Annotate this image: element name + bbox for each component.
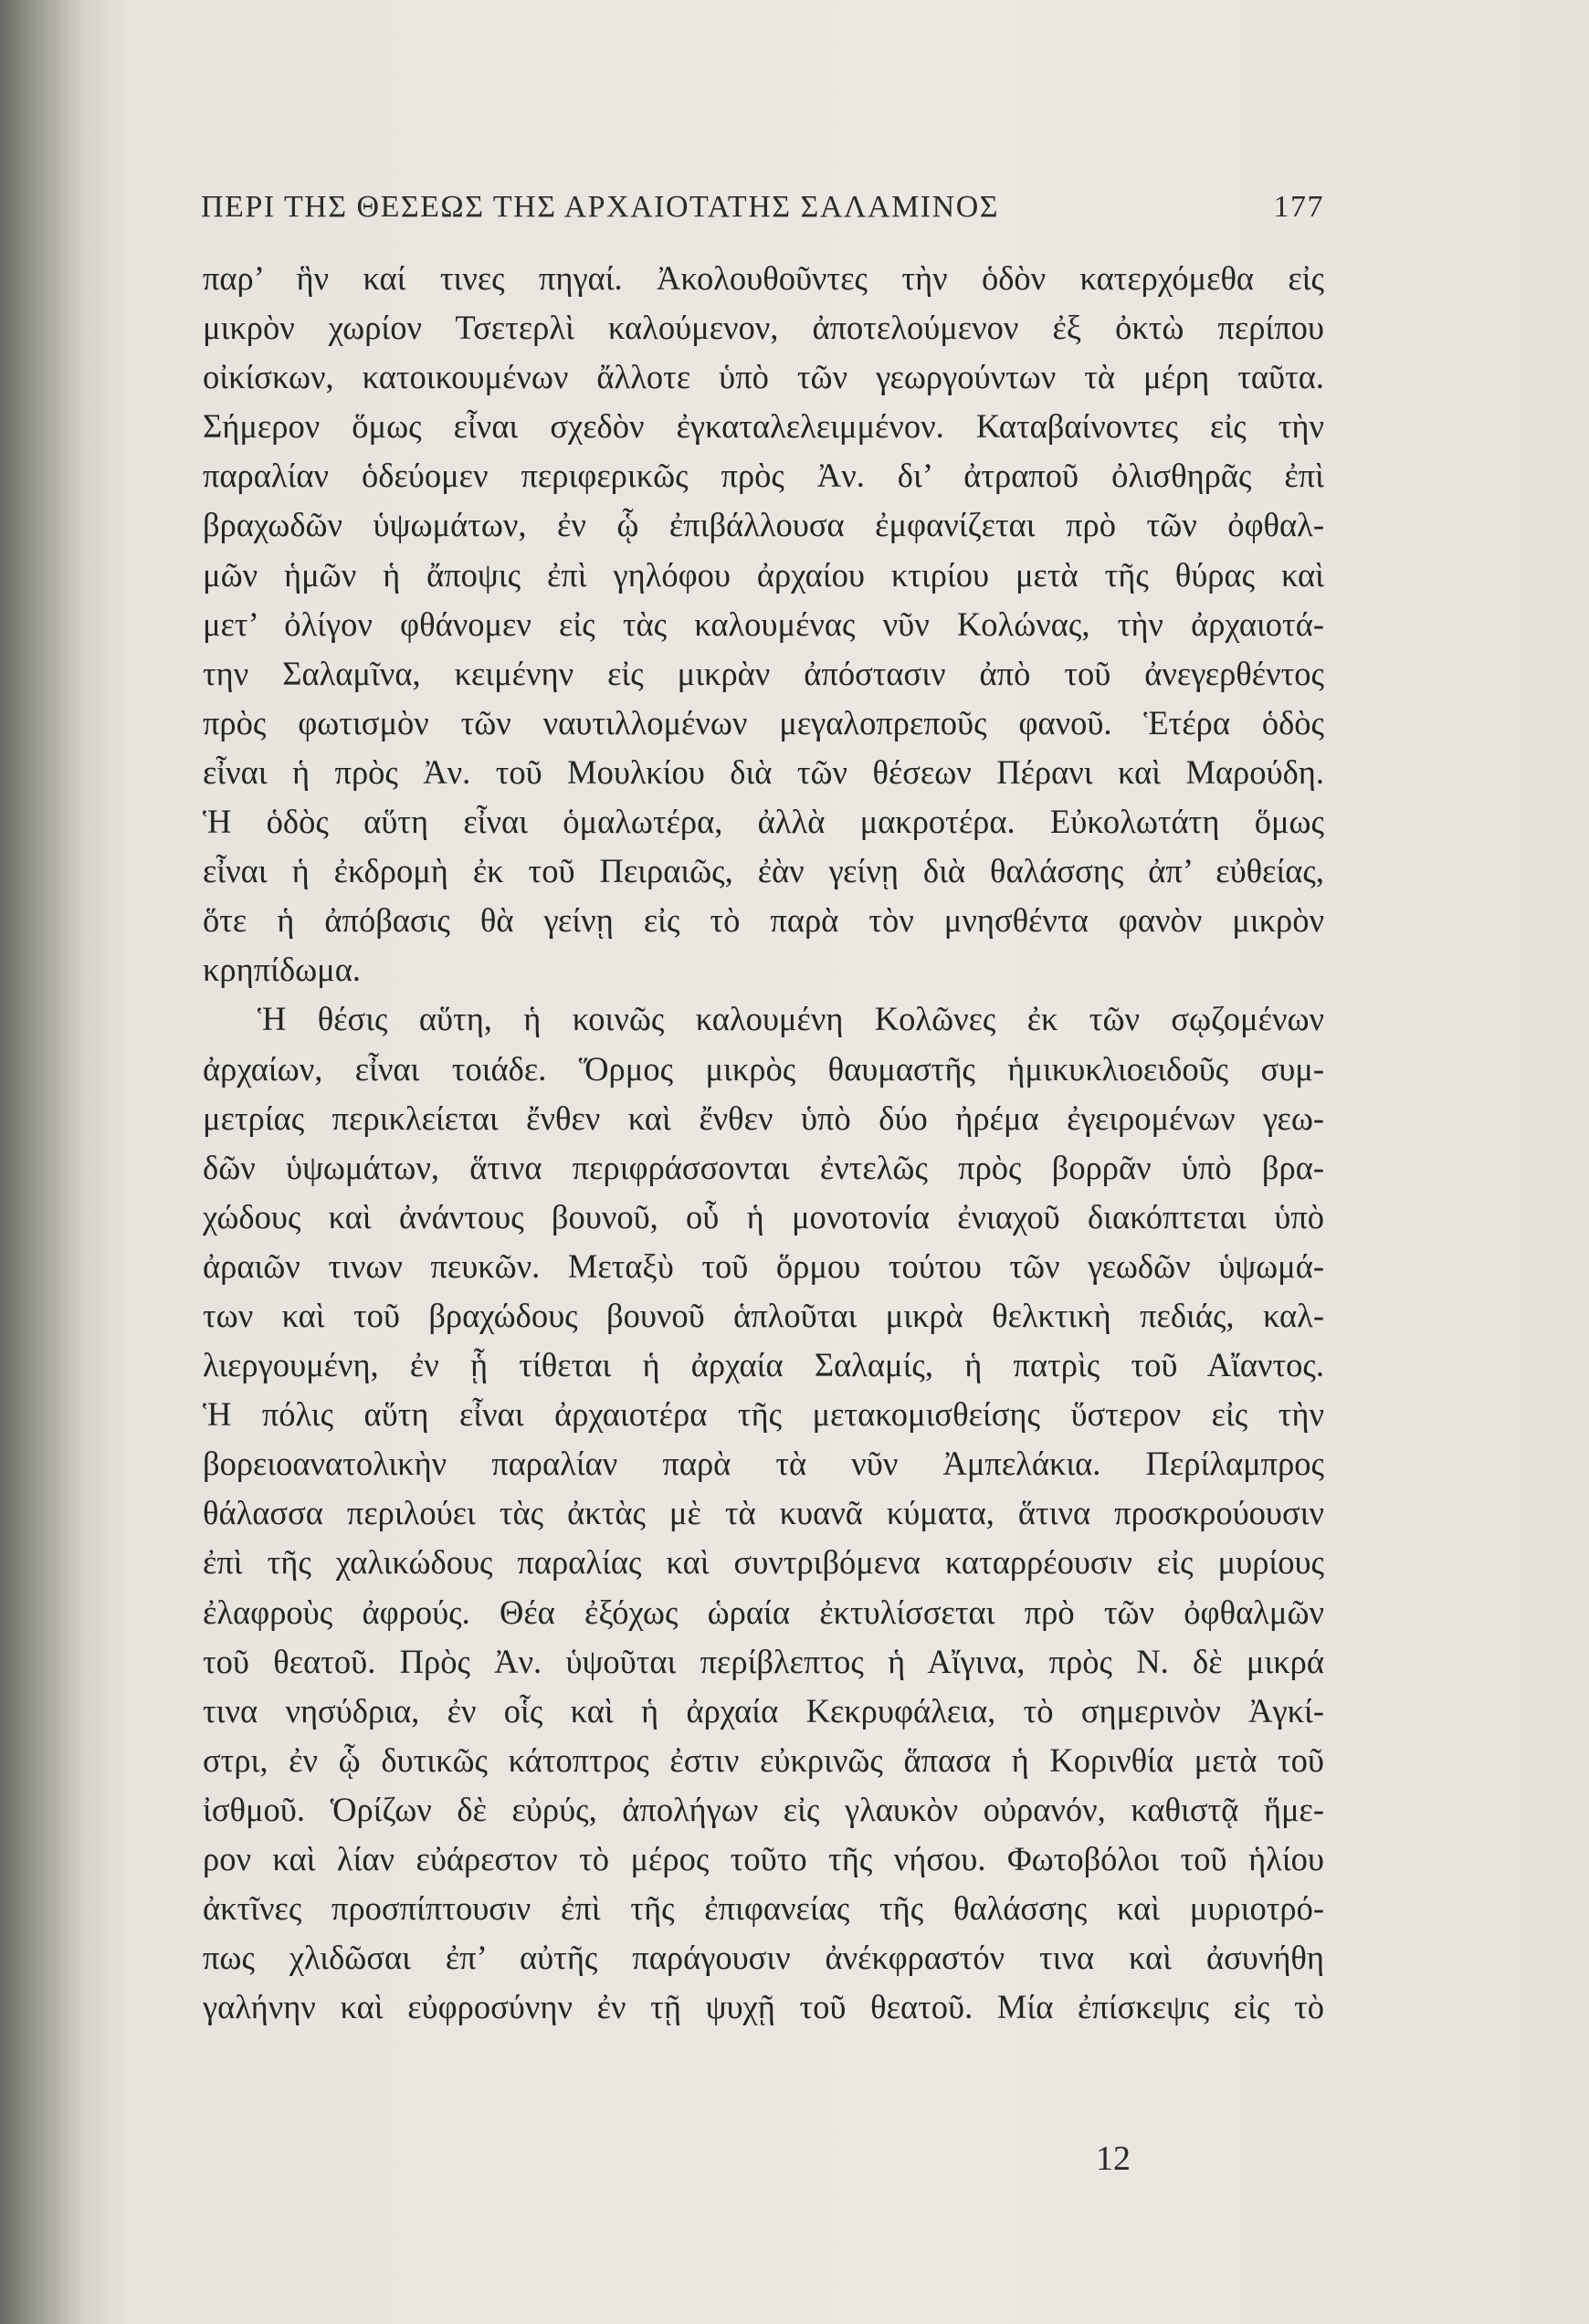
text-line: πως χλιδῶσαι ἐπ’ αὐτῆς παράγουσιν ἀνέκφραστόν τινα καὶ ἀσυνήθη bbox=[203, 1939, 1324, 1977]
text-line: ρον καὶ λίαν εὐάρεστον τὸ μέρος τοῦτο τῆς νήσου. Φωτοβόλοι τοῦ ἡλίου bbox=[203, 1840, 1324, 1877]
text-line: μετ’ ὀλίγον φθάνομεν εἰς τὰς καλουμένας νῦν Κολώνας, τὴν ἀρχαιοτά- bbox=[203, 605, 1324, 643]
text-line: γαλήνην καὶ εὐφροσύνην ἐν τῇ ψυχῇ τοῦ θεατοῦ. Μία ἐπίσκεψις εἰς τὸ bbox=[203, 1988, 1324, 2026]
text-line: βραχωδῶν ὑψωμάτων, ἐν ᾧ ἐπιβάλλουσα ἐμφανίζεται πρὸ τῶν ὀφθαλ- bbox=[203, 506, 1324, 544]
text-line: Ἡ θέσις αὕτη, ἡ κοινῶς καλουμένη Κολῶνες ἐκ τῶν σῳζομένων bbox=[258, 1000, 1324, 1038]
text-line: λιεργουμένη, ἐν ᾗ τίθεται ἡ ἀρχαία Σαλαμίς, ἡ πατρὶς τοῦ Αἴαντος. bbox=[203, 1346, 1324, 1384]
text-line: κρηπίδωμα. bbox=[203, 951, 361, 989]
text-line: εἶναι ἡ ἐκδρομὴ ἐκ τοῦ Πειραιῶς, ἐὰν γείνῃ διὰ θαλάσσης ἀπ’ εὐθείας, bbox=[203, 852, 1324, 890]
text-line: τινα νησύδρια, ἐν οἷς καὶ ἡ ἀρχαία Κεκρυφάλεια, τὸ σημερινὸν Ἀγκί- bbox=[203, 1691, 1324, 1730]
text-line: πρὸς φωτισμὸν τῶν ναυτιλλομένων μεγαλοπρεποῦς φανοῦ. Ἑτέρα ὁδὸς bbox=[203, 703, 1324, 741]
text-line: ὅτε ἡ ἀπόβασις θὰ γείνῃ εἰς τὸ παρὰ τὸν μνησθέντα φανὸν μικρὸν bbox=[203, 901, 1324, 940]
text-line: μετρίας περικλείεται ἔνθεν καὶ ἔνθεν ὑπὸ δύο ἠρέμα ἐγειρομένων γεω- bbox=[203, 1099, 1324, 1137]
text-line: ἀρχαίων, εἶναι τοιάδε. Ὅρμος μικρὸς θαυμαστῆς ἡμικυκλιοειδοῦς συμ- bbox=[203, 1049, 1324, 1088]
text-line: στρι, ἐν ᾧ δυτικῶς κάτοπτρος ἐστιν εὐκρινῶς ἅπασα ἡ Κορινθία μετὰ τοῦ bbox=[203, 1740, 1324, 1779]
text-line: δῶν ὑψωμάτων, ἅτινα περιφράσσονται ἐντελῶς πρὸς βορρᾶν ὑπὸ βρα- bbox=[203, 1148, 1324, 1186]
text-line: Ἡ ὁδὸς αὕτη εἶναι ὁμαλωτέρα, ἀλλὰ μακροτέρα. Εὐκολωτάτη ὅμως bbox=[203, 803, 1324, 841]
text-line: ἐπὶ τῆς χαλικώδους παραλίας καὶ συντριβόμενα καταρρέουσιν εἰς μυρίους bbox=[203, 1543, 1324, 1582]
text-line: οἰκίσκων, κατοικουμένων ἄλλοτε ὑπὸ τῶν γεωργούντων τὰ μέρη ταῦτα. bbox=[203, 358, 1324, 396]
text-line: μικρὸν χωρίον Τσετερλὶ καλούμενον, ἀποτελούμενον ἐξ ὀκτὼ περίπου bbox=[203, 309, 1324, 347]
text-line: βορειοανατολικὴν παραλίαν παρὰ τὰ νῦν Ἀμπελάκια. Περίλαμπρος bbox=[203, 1445, 1324, 1483]
text-line: την Σαλαμῖνα, κειμένην εἰς μικρὰν ἀπόστασιν ἀπὸ τοῦ ἀνεγερθέντος bbox=[203, 654, 1324, 692]
text-line: των καὶ τοῦ βραχώδους βουνοῦ ἁπλοῦται μικρὰ θελκτικὴ πεδιάς, καλ- bbox=[203, 1296, 1324, 1334]
signature-mark: 12 bbox=[1096, 2140, 1131, 2178]
text-line: ἀραιῶν τινων πευκῶν. Μεταξὺ τοῦ ὅρμου τούτου τῶν γεωδῶν ὑψωμά- bbox=[203, 1246, 1324, 1285]
text-line: παρ’ ἣν καί τινες πηγαί. Ἀκολουθοῦντες τὴν ὁδὸν κατερχόμεθα εἰς bbox=[203, 259, 1324, 297]
text-line: παραλίαν ὁδεύομεν περιφερικῶς πρὸς Ἀν. δι’ ἀτραποῦ ὀλισθηρᾶς ἐπὶ bbox=[203, 457, 1324, 495]
text-line: εἶναι ἡ πρὸς Ἀν. τοῦ Μουλκίου διὰ τῶν θέσεων Πέρανι καὶ Μαρούδη. bbox=[203, 752, 1324, 791]
text-line: Σήμερον ὅμως εἶναι σχεδὸν ἐγκαταλελειμμένον. Καταβαίνοντες εἰς τὴν bbox=[203, 407, 1324, 446]
page-number: 177 bbox=[1273, 190, 1324, 224]
running-head-title: ΠΕΡΙ ΤΗΣ ΘΕΣΕΩΣ ΤΗΣ ΑΡΧΑΙΟΤΑΤΗΣ ΣΑΛΑΜΙΝΟΣ bbox=[201, 190, 1000, 224]
text-line: μῶν ἡμῶν ἡ ἄποψις ἐπὶ γηλόφου ἀρχαίου κτιρίου μετὰ τῆς θύρας καὶ bbox=[203, 555, 1324, 594]
text-line: ἀκτῖνες προσπίπτουσιν ἐπὶ τῆς ἐπιφανείας τῆς θαλάσσης καὶ μυριοτρό- bbox=[203, 1889, 1324, 1928]
text-line: ἐλαφροὺς ἀφρούς. Θέα ἐξόχως ὡραία ἐκτυλίσσεται πρὸ τῶν ὀφθαλμῶν bbox=[203, 1593, 1324, 1631]
body-text bbox=[203, 254, 1324, 2081]
text-line: ἰσθμοῦ. Ὁρίζων δὲ εὐρύς, ἀπολήγων εἰς γλαυκὸν οὐρανόν, καθιστᾷ ἥμε- bbox=[203, 1790, 1324, 1828]
text-line: θάλασσα περιλούει τὰς ἀκτὰς μὲ τὰ κυανᾶ κύματα, ἅτινα προσκρούουσιν bbox=[203, 1494, 1324, 1532]
text-line: χώδους καὶ ἀνάντους βουνοῦ, οὗ ἡ μονοτονία ἐνιαχοῦ διακόπτεται ὑπὸ bbox=[203, 1197, 1324, 1236]
text-line: τοῦ θεατοῦ. Πρὸς Ἀν. ὑψοῦται περίβλεπτος ἡ Αἴγινα, πρὸς Ν. δὲ μικρά bbox=[203, 1642, 1324, 1680]
text-line: Ἡ πόλις αὕτη εἶναι ἀρχαιοτέρα τῆς μετακομισθείσης ὕστερον εἰς τὴν bbox=[203, 1395, 1324, 1434]
text-line bbox=[203, 2032, 1324, 2081]
